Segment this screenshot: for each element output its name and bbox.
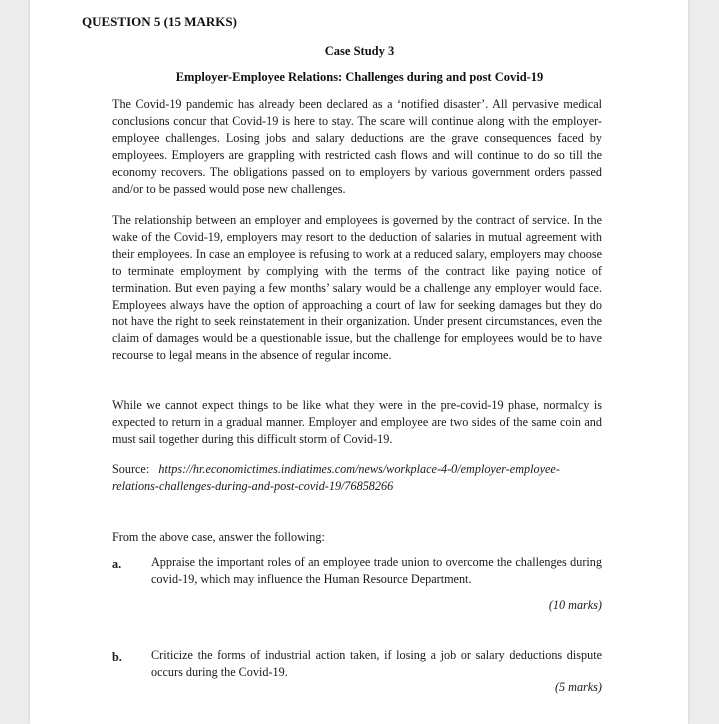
question-a-text: Appraise the important roles of an employee trade union to overcome the challenges during covid-19, which may influence the Human Resource Department.: [151, 555, 602, 586]
instructions: From the above case, answer the following:: [112, 530, 325, 544]
case-paragraph-2: The relationship between an employer and employees is governed by the contract of service. In the wake of the Covid-19, employers may resort to the deduction of salaries in mutual agreement with their employees. In case an employee is refusing to work at a reduced salary, employers may choose to terminate employment by complying with the terms of the contract like paying notice of termination. But even paying a few months’ salary would be a challenge any employer would face. Employees always have the option of approaching a court of law for seeking damages but they do not have the right to seek reinstatement in their organization. Under present circumstances, even the claim of damages would be a questionable issue, but the challenge for employees would be to have recourse to legal means in the absence of regular income.: [112, 213, 602, 363]
question-b-marks: (5 marks): [554, 680, 602, 694]
case-paragraph-3: While we cannot expect things to be like what they were in the pre-covid-19 phase, normalcy is expected to return in a gradual manner. Employer and employee are two sides of the same coin and must sail together during this difficult storm of Covid-19.: [112, 398, 602, 446]
case-study-title: Case Study 3: [324, 44, 395, 58]
source-label: Source:: [112, 462, 150, 476]
question-a-label: a.: [112, 557, 122, 571]
question-title: QUESTION 5 (15 MARKS): [82, 14, 237, 29]
source-citation: [112, 461, 602, 495]
source-url: https://hr.economictimes.indiatimes.com/news/workplace-4-0/employer-employee-relations-challenges-during-and-post-covid-19/76858266: [112, 462, 560, 493]
case-paragraph-1: The Covid-19 pandemic has already been declared as a ‘notified disaster’. All pervasive medical conclusions concur that Covid-19 is here to stay. The scare will continue along with the employer-employee challenges. Losing jobs and salary deductions are the grave consequences faced by employees. Employers are grappling with restricted cash flows and will continue to do so till the economy recovers. The obligations passed on to employers by various government orders passed and/or to be passed would pose new challenges.: [112, 97, 602, 196]
question-a-marks: (10 marks): [548, 598, 602, 612]
case-study-subtitle: Employer-Employee Relations: Challenges during and post Covid-19: [175, 70, 544, 84]
question-b-label: b.: [112, 650, 122, 664]
question-b-text: Criticize the forms of industrial action taken, if losing a job or salary deductions dispute occurs during the Covid-19.: [151, 648, 602, 679]
